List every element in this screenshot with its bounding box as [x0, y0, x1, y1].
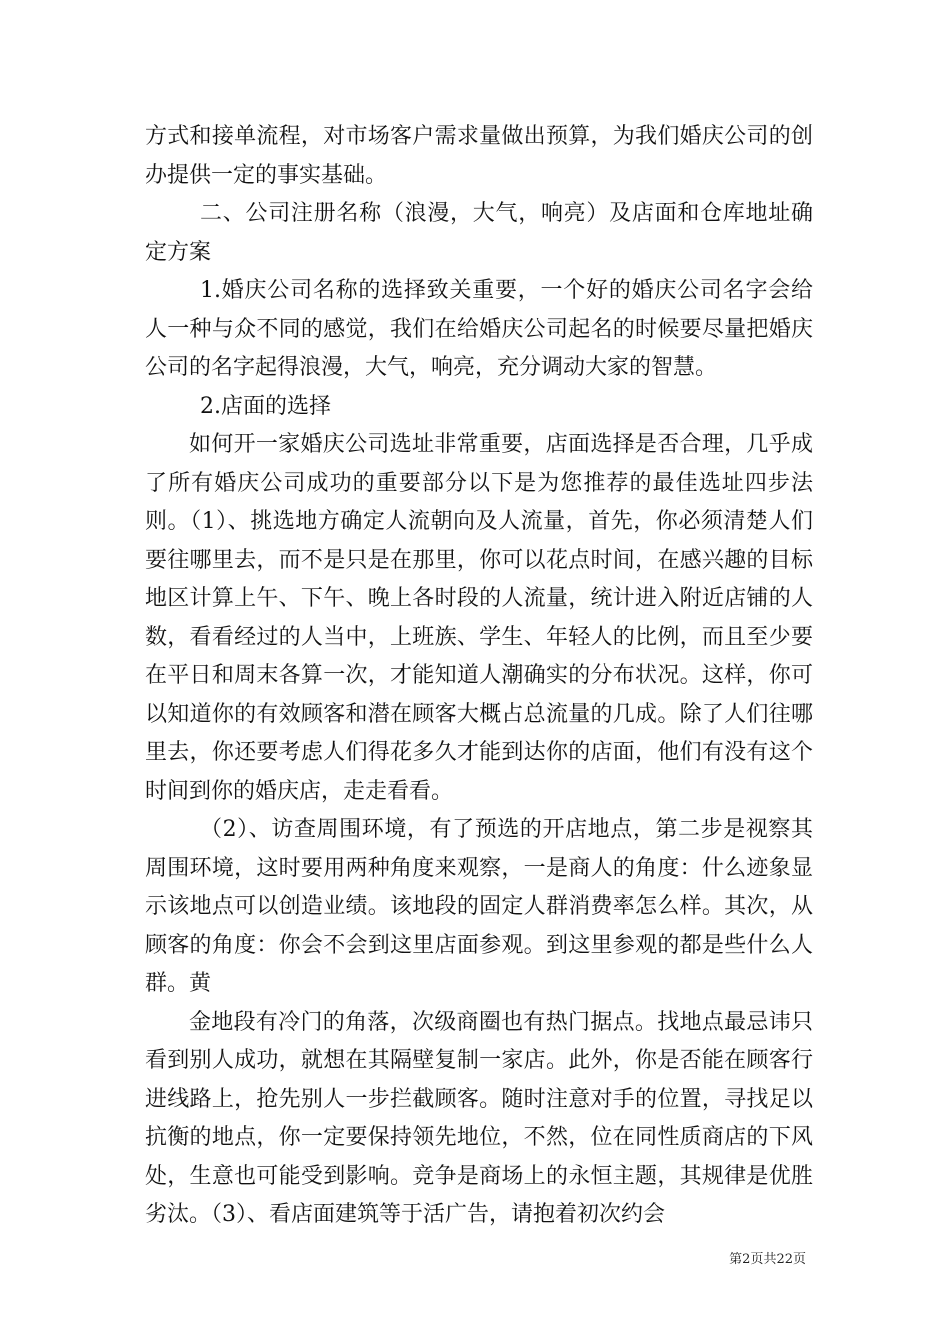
paragraph-site-selection: 如何开一家婚庆公司选址非常重要，店面选择是否合理，几乎成了所有婚庆公司成功的重要部分以下是为您推荐的最佳选址四步法则。（1）、挑选地方确定人流朝向及人流量，首先，你必须清楚人们要往哪里去，而不是只是在那里，你可以花点时间，在感兴趣的目标地区计算上午、下午、晚上各时段的人流量，统计进入附近店铺的人数，看看经过的人当中，上班族、学生、年轻人的比例，而且至少要在平日和周末各算一次，才能知道人潮确实的分布状况。这样，你可以知道你的有效顾客和潜在顾客大概占总流量的几成。除了人们往哪里去，你还要考虑人们得花多久才能到达你的店面，他们有没有这个时间到你的婚庆店，走走看看。 — [145, 432, 813, 804]
paragraph-golden-location: 金地段有冷门的角落，次级商圈也有热门据点。找地点最忌讳只看到别人成功，就想在其隔壁复制一家店。此外，你是否能在顾客行进线路上，抢先别人一步拦截顾客。随时注意对手的位置，寻找足以抗衡的地点，你一定要保持领先地位，不然，位在同性质商店的下风处，生意也可能受到影响。竞争是商场上的永恒主题，其规律是优胜劣汰。（3）、看店面建筑等于活广告，请抱着初次约会 — [145, 1009, 813, 1227]
paragraph-1: 方式和接单流程，对市场客户需求量做出预算，为我们婚庆公司的创办提供一定的事实基础。 — [145, 124, 813, 188]
subheading-store-selection: 2.店面的选择 — [200, 393, 331, 419]
document-body — [145, 118, 813, 1235]
page-number: 第2页共22页 — [729, 1252, 806, 1267]
paragraph-environment: （2）、访查周围环境，有了预选的开店地点，第二步是视察其周围环境，这时要用两种角度来观察，一是商人的角度：什么迹象显示该地点可以创造业绩。该地段的固定人群消费率怎么样。其次，从顾客的角度：你会不会到这里店面参观。到这里参观的都是些什么人群。黄 — [145, 817, 813, 996]
paragraph-company-name: 1.婚庆公司名称的选择致关重要，一个好的婚庆公司名字会给人一种与众不同的感觉，我们在给婚庆公司起名的时候要尽量把婚庆公司的名字起得浪漫，大气，响亮，充分调动大家的智慧。 — [145, 278, 813, 380]
section-heading-2: 二、公司注册名称（浪漫，大气，响亮）及店面和仓库地址确定方案 — [145, 201, 813, 265]
